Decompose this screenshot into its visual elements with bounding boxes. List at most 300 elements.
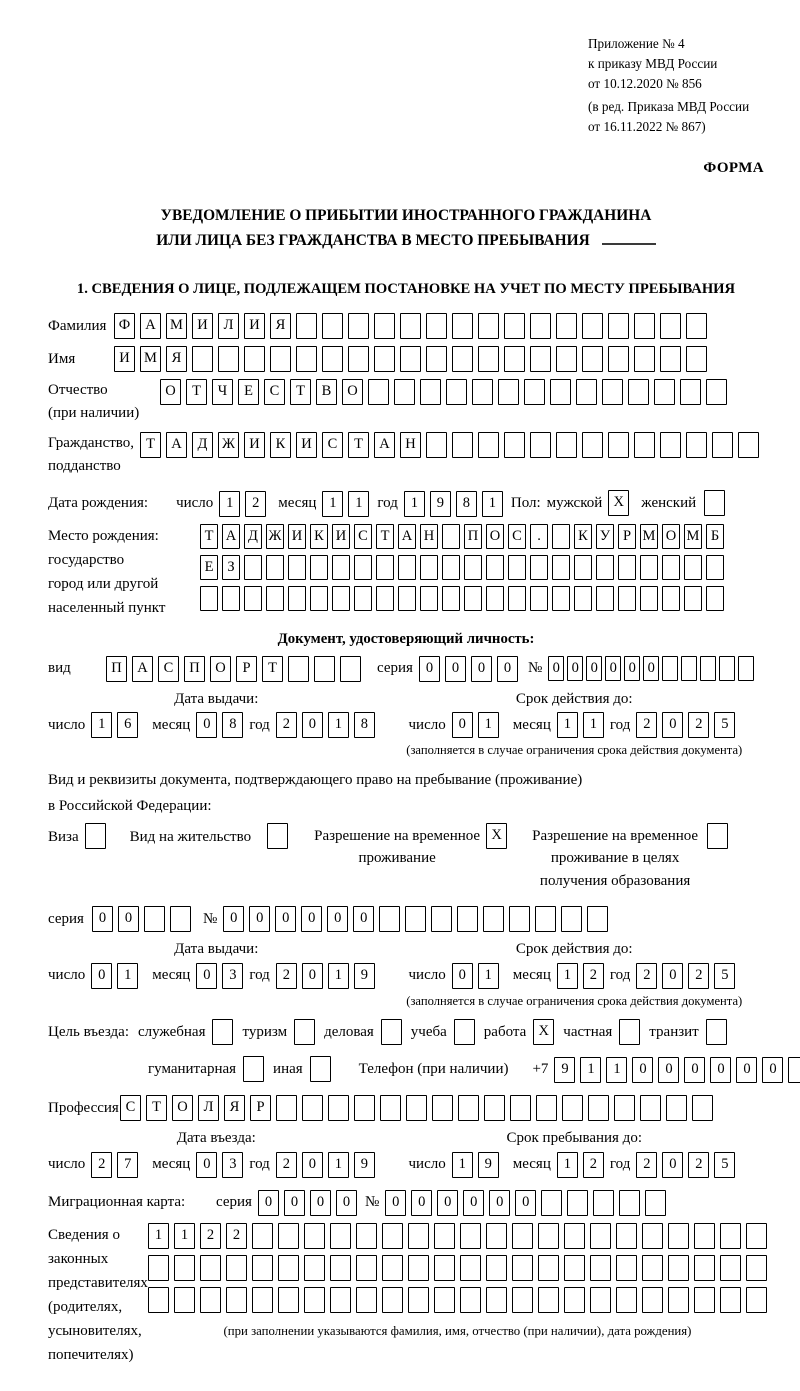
form-cell[interactable]: 0 <box>302 963 323 989</box>
form-cell[interactable] <box>458 1095 479 1121</box>
form-cell[interactable]: 0 <box>684 1057 705 1083</box>
form-cell[interactable]: 0 <box>452 712 473 738</box>
form-cell[interactable]: 2 <box>276 1152 297 1178</box>
form-cell[interactable] <box>244 586 262 611</box>
form-cell[interactable]: 0 <box>471 656 492 682</box>
form-cell[interactable] <box>574 586 592 611</box>
form-cell[interactable]: 1 <box>557 963 578 989</box>
form-cell[interactable] <box>382 1287 403 1313</box>
form-cell[interactable]: 2 <box>636 963 657 989</box>
form-cell[interactable] <box>332 555 350 580</box>
form-cell[interactable] <box>426 313 447 339</box>
form-cell[interactable]: 2 <box>636 1152 657 1178</box>
form-cell[interactable]: 9 <box>354 963 375 989</box>
form-cell[interactable] <box>681 656 697 681</box>
form-cell[interactable] <box>374 346 395 372</box>
form-cell[interactable] <box>552 555 570 580</box>
form-cell[interactable] <box>478 313 499 339</box>
form-cell[interactable] <box>593 1190 614 1216</box>
form-cell[interactable]: 2 <box>200 1223 221 1249</box>
form-cell[interactable] <box>619 1190 640 1216</box>
form-cell[interactable] <box>484 1095 505 1121</box>
form-cell[interactable] <box>720 1255 741 1281</box>
form-cell[interactable] <box>276 1095 297 1121</box>
form-cell[interactable]: 3 <box>222 1152 243 1178</box>
form-cell[interactable]: А <box>140 313 161 339</box>
form-cell[interactable]: Р <box>250 1095 271 1121</box>
form-cell[interactable] <box>434 1255 455 1281</box>
form-cell[interactable] <box>486 555 504 580</box>
form-cell[interactable]: Е <box>200 555 218 580</box>
form-cell[interactable] <box>587 906 608 932</box>
form-cell[interactable]: О <box>210 656 231 682</box>
form-cell[interactable] <box>512 1223 533 1249</box>
form-cell[interactable] <box>662 555 680 580</box>
form-cell[interactable]: 0 <box>489 1190 510 1216</box>
form-cell[interactable] <box>380 1095 401 1121</box>
form-cell[interactable]: М <box>140 346 161 372</box>
form-cell[interactable] <box>296 313 317 339</box>
form-cell[interactable] <box>266 555 284 580</box>
form-cell[interactable]: X <box>608 490 629 516</box>
form-cell[interactable]: 0 <box>662 712 683 738</box>
form-cell[interactable]: 0 <box>336 1190 357 1216</box>
form-cell[interactable] <box>634 432 655 458</box>
form-cell[interactable] <box>464 555 482 580</box>
form-cell[interactable]: Я <box>224 1095 245 1121</box>
form-cell[interactable]: Ч <box>212 379 233 405</box>
form-cell[interactable] <box>442 524 460 549</box>
form-cell[interactable]: 0 <box>624 656 640 681</box>
form-cell[interactable]: 0 <box>284 1190 305 1216</box>
form-cell[interactable]: 1 <box>482 491 503 517</box>
form-cell[interactable]: 0 <box>302 712 323 738</box>
form-cell[interactable] <box>218 346 239 372</box>
form-cell[interactable]: 0 <box>736 1057 757 1083</box>
form-cell[interactable] <box>446 379 467 405</box>
form-cell[interactable]: 1 <box>580 1057 601 1083</box>
form-cell[interactable]: 0 <box>258 1190 279 1216</box>
form-cell[interactable] <box>640 555 658 580</box>
form-cell[interactable] <box>288 586 306 611</box>
form-cell[interactable] <box>340 656 361 682</box>
form-cell[interactable] <box>354 1095 375 1121</box>
form-cell[interactable] <box>720 1287 741 1313</box>
form-cell[interactable] <box>310 586 328 611</box>
form-cell[interactable] <box>668 1287 689 1313</box>
form-cell[interactable]: С <box>508 524 526 549</box>
form-cell[interactable] <box>252 1287 273 1313</box>
form-cell[interactable] <box>746 1255 767 1281</box>
form-cell[interactable] <box>460 1287 481 1313</box>
form-cell[interactable] <box>314 656 335 682</box>
form-cell[interactable] <box>686 346 707 372</box>
form-cell[interactable] <box>692 1095 713 1121</box>
form-cell[interactable]: 9 <box>430 491 451 517</box>
form-cell[interactable]: Р <box>618 524 636 549</box>
form-cell[interactable] <box>602 379 623 405</box>
form-cell[interactable] <box>590 1223 611 1249</box>
form-cell[interactable]: 0 <box>419 656 440 682</box>
form-cell[interactable]: А <box>132 656 153 682</box>
form-cell[interactable] <box>400 346 421 372</box>
form-cell[interactable] <box>712 432 733 458</box>
form-cell[interactable] <box>662 586 680 611</box>
form-cell[interactable] <box>614 1095 635 1121</box>
form-cell[interactable] <box>434 1287 455 1313</box>
form-cell[interactable] <box>212 1019 233 1045</box>
form-cell[interactable] <box>354 586 372 611</box>
form-cell[interactable] <box>618 555 636 580</box>
form-cell[interactable] <box>694 1287 715 1313</box>
form-cell[interactable]: 1 <box>348 491 369 517</box>
form-cell[interactable]: 1 <box>328 712 349 738</box>
form-cell[interactable] <box>509 906 530 932</box>
form-cell[interactable]: Ф <box>114 313 135 339</box>
form-cell[interactable] <box>538 1255 559 1281</box>
form-cell[interactable] <box>556 313 577 339</box>
form-cell[interactable]: П <box>106 656 127 682</box>
form-cell[interactable] <box>642 1223 663 1249</box>
form-cell[interactable] <box>408 1223 429 1249</box>
form-cell[interactable]: 0 <box>463 1190 484 1216</box>
form-cell[interactable] <box>368 379 389 405</box>
form-cell[interactable] <box>582 432 603 458</box>
form-cell[interactable] <box>686 432 707 458</box>
form-cell[interactable] <box>454 1019 475 1045</box>
form-cell[interactable] <box>706 586 724 611</box>
form-cell[interactable] <box>686 313 707 339</box>
form-cell[interactable]: 0 <box>301 906 322 932</box>
form-cell[interactable]: 2 <box>688 1152 709 1178</box>
form-cell[interactable]: О <box>342 379 363 405</box>
form-cell[interactable] <box>616 1223 637 1249</box>
form-cell[interactable]: К <box>270 432 291 458</box>
form-cell[interactable]: 0 <box>445 656 466 682</box>
form-cell[interactable] <box>486 1255 507 1281</box>
form-cell[interactable] <box>200 586 218 611</box>
form-cell[interactable]: О <box>486 524 504 549</box>
form-cell[interactable] <box>483 906 504 932</box>
form-cell[interactable]: 9 <box>554 1057 575 1083</box>
form-cell[interactable] <box>738 656 754 681</box>
form-cell[interactable] <box>486 586 504 611</box>
form-cell[interactable] <box>356 1287 377 1313</box>
form-cell[interactable] <box>746 1223 767 1249</box>
form-cell[interactable] <box>174 1287 195 1313</box>
form-cell[interactable]: 2 <box>688 963 709 989</box>
form-cell[interactable] <box>618 586 636 611</box>
form-cell[interactable]: М <box>684 524 702 549</box>
form-cell[interactable]: 1 <box>478 712 499 738</box>
form-cell[interactable] <box>252 1255 273 1281</box>
form-cell[interactable]: Т <box>186 379 207 405</box>
form-cell[interactable]: 0 <box>452 963 473 989</box>
form-cell[interactable]: 1 <box>478 963 499 989</box>
form-cell[interactable]: 1 <box>219 491 240 517</box>
form-cell[interactable]: 2 <box>91 1152 112 1178</box>
form-cell[interactable] <box>310 555 328 580</box>
form-cell[interactable] <box>564 1255 585 1281</box>
form-cell[interactable] <box>504 346 525 372</box>
form-cell[interactable] <box>460 1223 481 1249</box>
form-cell[interactable] <box>382 1255 403 1281</box>
form-cell[interactable] <box>645 1190 666 1216</box>
form-cell[interactable]: 1 <box>328 1152 349 1178</box>
form-cell[interactable] <box>561 906 582 932</box>
form-cell[interactable]: 2 <box>245 491 266 517</box>
form-cell[interactable] <box>660 432 681 458</box>
form-cell[interactable] <box>668 1255 689 1281</box>
form-cell[interactable]: Л <box>218 313 239 339</box>
form-cell[interactable]: П <box>464 524 482 549</box>
form-cell[interactable] <box>266 586 284 611</box>
form-cell[interactable]: 0 <box>275 906 296 932</box>
form-cell[interactable] <box>640 586 658 611</box>
form-cell[interactable]: 1 <box>557 712 578 738</box>
form-cell[interactable] <box>226 1287 247 1313</box>
form-cell[interactable]: 0 <box>662 963 683 989</box>
form-cell[interactable] <box>616 1255 637 1281</box>
form-cell[interactable] <box>552 524 570 549</box>
form-cell[interactable] <box>144 906 165 932</box>
form-cell[interactable]: 1 <box>322 491 343 517</box>
form-cell[interactable]: Я <box>166 346 187 372</box>
form-cell[interactable]: Я <box>270 313 291 339</box>
form-cell[interactable]: 0 <box>196 712 217 738</box>
form-cell[interactable]: И <box>192 313 213 339</box>
form-cell[interactable]: 3 <box>222 963 243 989</box>
form-cell[interactable] <box>85 823 106 849</box>
form-cell[interactable]: 1 <box>557 1152 578 1178</box>
form-cell[interactable] <box>420 586 438 611</box>
form-cell[interactable]: Л <box>198 1095 219 1121</box>
form-cell[interactable] <box>642 1255 663 1281</box>
form-cell[interactable]: Н <box>420 524 438 549</box>
form-cell[interactable]: И <box>244 432 265 458</box>
form-cell[interactable] <box>170 906 191 932</box>
form-cell[interactable] <box>556 432 577 458</box>
form-cell[interactable]: 0 <box>196 963 217 989</box>
form-cell[interactable]: 5 <box>714 963 735 989</box>
form-cell[interactable] <box>192 346 213 372</box>
form-cell[interactable]: 0 <box>310 1190 331 1216</box>
form-cell[interactable] <box>567 1190 588 1216</box>
form-cell[interactable]: 1 <box>117 963 138 989</box>
form-cell[interactable]: А <box>374 432 395 458</box>
form-cell[interactable] <box>420 555 438 580</box>
form-cell[interactable] <box>680 379 701 405</box>
form-cell[interactable]: Т <box>348 432 369 458</box>
form-cell[interactable] <box>478 432 499 458</box>
form-cell[interactable] <box>550 379 571 405</box>
form-cell[interactable] <box>596 555 614 580</box>
form-cell[interactable] <box>464 586 482 611</box>
form-cell[interactable] <box>226 1255 247 1281</box>
form-cell[interactable]: Т <box>376 524 394 549</box>
form-cell[interactable] <box>174 1255 195 1281</box>
form-cell[interactable] <box>694 1223 715 1249</box>
form-cell[interactable]: 0 <box>605 656 621 681</box>
form-cell[interactable]: X <box>486 823 507 849</box>
form-cell[interactable] <box>590 1255 611 1281</box>
form-cell[interactable]: И <box>296 432 317 458</box>
form-cell[interactable] <box>706 379 727 405</box>
form-cell[interactable] <box>504 313 525 339</box>
form-cell[interactable]: 8 <box>354 712 375 738</box>
form-cell[interactable]: 0 <box>385 1190 406 1216</box>
form-cell[interactable] <box>278 1287 299 1313</box>
form-cell[interactable]: Ж <box>218 432 239 458</box>
form-cell[interactable]: 0 <box>327 906 348 932</box>
form-cell[interactable] <box>328 1095 349 1121</box>
form-cell[interactable] <box>720 1223 741 1249</box>
form-cell[interactable] <box>304 1255 325 1281</box>
form-cell[interactable]: Н <box>400 432 421 458</box>
form-cell[interactable] <box>510 1095 531 1121</box>
form-cell[interactable] <box>278 1223 299 1249</box>
form-cell[interactable] <box>457 906 478 932</box>
form-cell[interactable]: 6 <box>117 712 138 738</box>
form-cell[interactable] <box>530 586 548 611</box>
form-cell[interactable] <box>406 1095 427 1121</box>
form-cell[interactable] <box>530 313 551 339</box>
form-cell[interactable]: М <box>166 313 187 339</box>
form-cell[interactable]: 0 <box>92 906 113 932</box>
form-cell[interactable] <box>244 555 262 580</box>
form-cell[interactable] <box>288 656 309 682</box>
form-cell[interactable] <box>504 432 525 458</box>
form-cell[interactable] <box>356 1255 377 1281</box>
form-cell[interactable] <box>330 1223 351 1249</box>
form-cell[interactable] <box>379 906 400 932</box>
form-cell[interactable] <box>746 1287 767 1313</box>
form-cell[interactable]: 0 <box>662 1152 683 1178</box>
form-cell[interactable] <box>302 1095 323 1121</box>
form-cell[interactable]: 0 <box>223 906 244 932</box>
form-cell[interactable] <box>472 379 493 405</box>
form-cell[interactable] <box>442 586 460 611</box>
form-cell[interactable] <box>431 906 452 932</box>
form-cell[interactable] <box>330 1287 351 1313</box>
form-cell[interactable] <box>719 656 735 681</box>
form-cell[interactable] <box>294 1019 315 1045</box>
form-cell[interactable]: З <box>222 555 240 580</box>
form-cell[interactable] <box>524 379 545 405</box>
form-cell[interactable]: Ж <box>266 524 284 549</box>
form-cell[interactable] <box>405 906 426 932</box>
form-cell[interactable]: 0 <box>437 1190 458 1216</box>
form-cell[interactable] <box>354 555 372 580</box>
form-cell[interactable]: Б <box>706 524 724 549</box>
form-cell[interactable] <box>442 555 460 580</box>
form-cell[interactable]: 9 <box>354 1152 375 1178</box>
form-cell[interactable] <box>662 656 678 681</box>
form-cell[interactable] <box>322 313 343 339</box>
form-cell[interactable] <box>278 1255 299 1281</box>
form-cell[interactable] <box>498 379 519 405</box>
form-cell[interactable]: 1 <box>606 1057 627 1083</box>
form-cell[interactable] <box>304 1223 325 1249</box>
form-cell[interactable]: Т <box>262 656 283 682</box>
form-cell[interactable] <box>574 555 592 580</box>
form-cell[interactable]: 5 <box>714 712 735 738</box>
form-cell[interactable] <box>530 346 551 372</box>
form-cell[interactable] <box>564 1287 585 1313</box>
form-cell[interactable] <box>332 586 350 611</box>
form-cell[interactable]: Т <box>140 432 161 458</box>
form-cell[interactable]: В <box>316 379 337 405</box>
form-cell[interactable]: 0 <box>567 656 583 681</box>
form-cell[interactable]: П <box>184 656 205 682</box>
form-cell[interactable]: 2 <box>688 712 709 738</box>
form-cell[interactable] <box>530 432 551 458</box>
form-cell[interactable]: Д <box>244 524 262 549</box>
form-cell[interactable]: 2 <box>583 963 604 989</box>
form-cell[interactable]: 0 <box>515 1190 536 1216</box>
form-cell[interactable]: 0 <box>548 656 564 681</box>
form-cell[interactable] <box>434 1223 455 1249</box>
form-cell[interactable] <box>400 313 421 339</box>
form-cell[interactable] <box>222 586 240 611</box>
form-cell[interactable]: 0 <box>411 1190 432 1216</box>
form-cell[interactable] <box>420 379 441 405</box>
form-cell[interactable] <box>564 1223 585 1249</box>
form-cell[interactable] <box>596 586 614 611</box>
form-cell[interactable] <box>296 346 317 372</box>
form-cell[interactable]: 1 <box>174 1223 195 1249</box>
form-cell[interactable] <box>356 1223 377 1249</box>
form-cell[interactable] <box>426 432 447 458</box>
form-cell[interactable] <box>267 823 288 849</box>
form-cell[interactable]: С <box>322 432 343 458</box>
form-cell[interactable]: 0 <box>353 906 374 932</box>
form-cell[interactable] <box>706 1019 727 1045</box>
form-cell[interactable]: Т <box>200 524 218 549</box>
form-cell[interactable]: И <box>244 313 265 339</box>
form-cell[interactable]: 5 <box>714 1152 735 1178</box>
form-cell[interactable] <box>616 1287 637 1313</box>
form-cell[interactable]: А <box>166 432 187 458</box>
form-cell[interactable] <box>348 313 369 339</box>
form-cell[interactable] <box>243 1056 264 1082</box>
form-cell[interactable] <box>148 1255 169 1281</box>
form-cell[interactable]: 0 <box>118 906 139 932</box>
form-cell[interactable]: 8 <box>222 712 243 738</box>
form-cell[interactable] <box>634 313 655 339</box>
form-cell[interactable]: У <box>596 524 614 549</box>
form-cell[interactable] <box>270 346 291 372</box>
form-cell[interactable] <box>608 313 629 339</box>
form-cell[interactable]: . <box>530 524 548 549</box>
form-cell[interactable] <box>408 1255 429 1281</box>
form-cell[interactable] <box>452 313 473 339</box>
form-cell[interactable] <box>486 1287 507 1313</box>
form-cell[interactable] <box>684 586 702 611</box>
form-cell[interactable] <box>530 555 548 580</box>
form-cell[interactable] <box>634 346 655 372</box>
form-cell[interactable] <box>394 379 415 405</box>
form-cell[interactable] <box>538 1223 559 1249</box>
form-cell[interactable] <box>322 346 343 372</box>
form-cell[interactable]: 0 <box>302 1152 323 1178</box>
form-cell[interactable]: 1 <box>583 712 604 738</box>
form-cell[interactable] <box>486 1223 507 1249</box>
form-cell[interactable] <box>538 1287 559 1313</box>
form-cell[interactable]: 0 <box>762 1057 783 1083</box>
form-cell[interactable]: 0 <box>586 656 602 681</box>
form-cell[interactable] <box>512 1287 533 1313</box>
